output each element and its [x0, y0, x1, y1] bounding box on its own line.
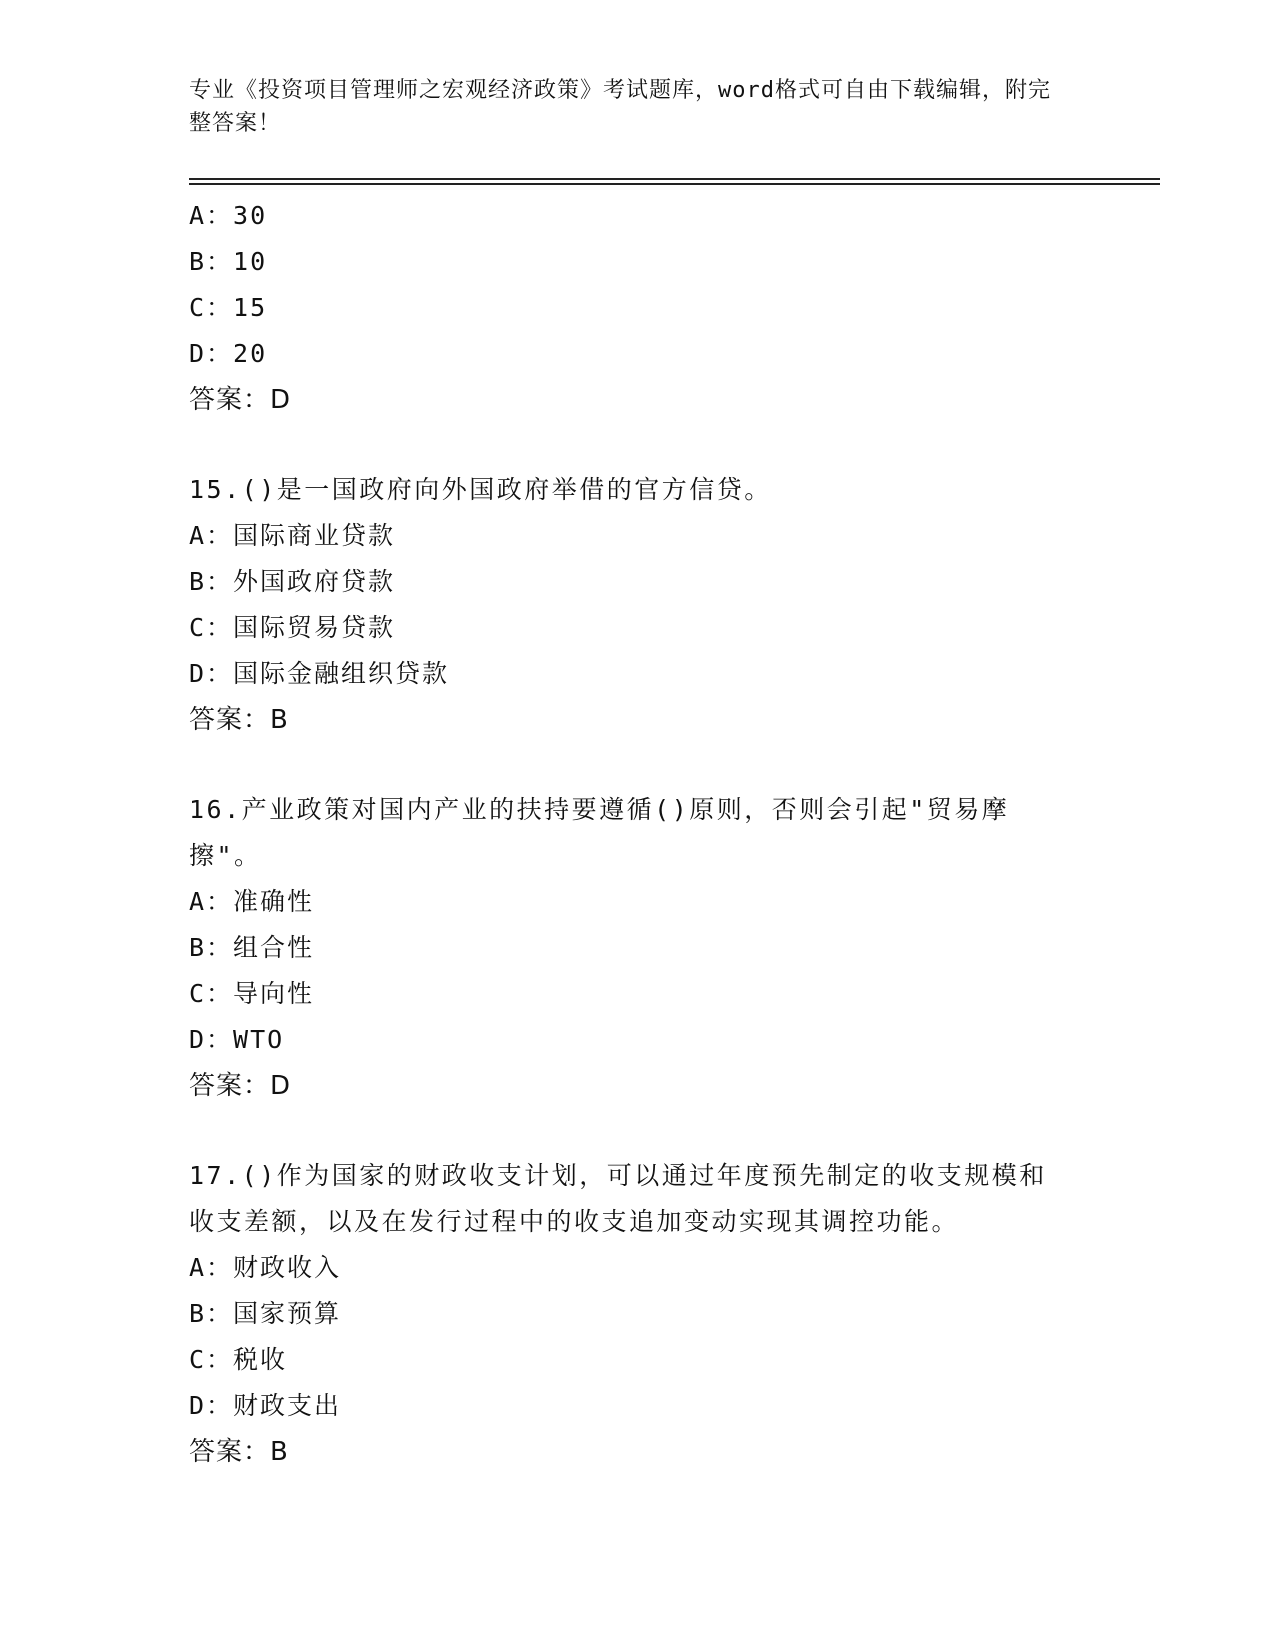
option-d: D：财政支出: [189, 1391, 342, 1420]
answer-line: 答案：B: [189, 1437, 289, 1467]
option-d: D：国际金融组织贷款: [189, 659, 450, 688]
question-text: 15.()是一国政府向外国政府举借的官方信贷。: [189, 475, 772, 504]
option-b: B：国家预算: [189, 1299, 342, 1328]
question-text: 17.()作为国家的财政收支计划，可以通过年度预先制定的收支规模和收支差额，以及在发行过程中的收支追加变动实现其调控功能。: [189, 1161, 1047, 1236]
option-a: A：财政收入: [189, 1253, 342, 1282]
option-d: D：WTO: [189, 1025, 285, 1054]
answer-line: 答案：D: [189, 1071, 292, 1101]
option-c: C：税收: [189, 1345, 288, 1374]
option-b: B：组合性: [189, 933, 315, 962]
option-c: C：导向性: [189, 979, 315, 1008]
question-block: [189, 787, 1089, 1109]
question-text: 16.产业政策对国内产业的扶持要遵循()原则，否则会引起"贸易摩擦"。: [189, 795, 1010, 870]
option-b: B：10: [189, 247, 268, 276]
question-block: [189, 467, 1089, 743]
document-header: 专业《投资项目管理师之宏观经济政策》考试题库，word格式可自由下载编辑，附完整答案！: [189, 78, 1051, 136]
question-block: [189, 1153, 1089, 1475]
option-c: C：15: [189, 293, 268, 322]
answer-line: 答案：D: [189, 385, 292, 415]
question-list: [189, 193, 1089, 1475]
header-divider-top: [189, 178, 1160, 180]
option-b: B：外国政府贷款: [189, 567, 396, 596]
question-block: [189, 193, 1089, 423]
answer-line: 答案：B: [189, 705, 289, 735]
option-c: C：国际贸易贷款: [189, 613, 396, 642]
option-a: A：30: [189, 201, 268, 230]
option-d: D：20: [189, 339, 268, 368]
header-divider-bottom: [189, 183, 1160, 185]
option-a: A：准确性: [189, 887, 315, 916]
option-a: A：国际商业贷款: [189, 521, 396, 550]
